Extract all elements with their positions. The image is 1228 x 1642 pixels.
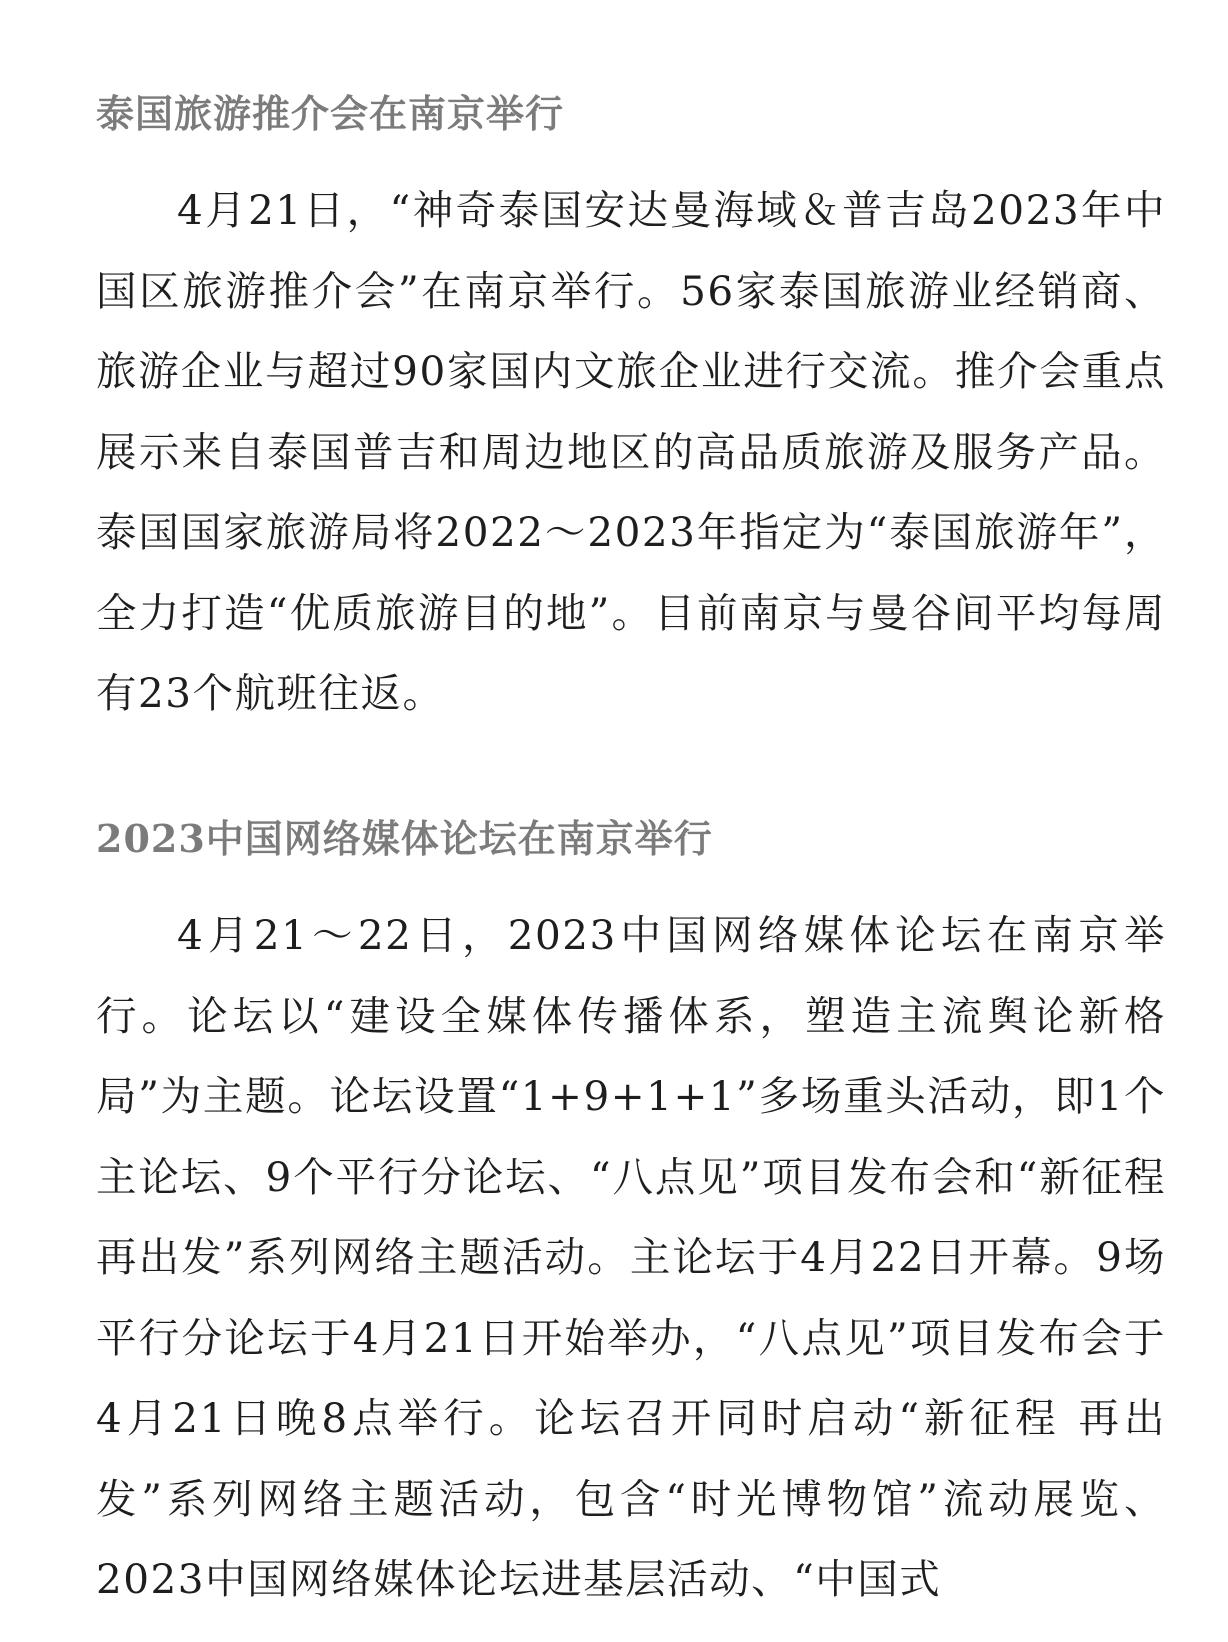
article-title-thailand-tourism: 泰国旅游推介会在南京举行 (96, 91, 565, 136)
article-title-media-forum: 2023中国网络媒体论坛在南京举行 (96, 816, 713, 861)
article-body-media-forum: 4月21～22日，2023中国网络媒体论坛在南京举行。论坛以“建设全媒体传播体系，塑造主流舆论新格局”为主题。论坛设置“1+9+1+1”多场重头活动，即1个主论坛、9个平行分论坛、“八点见”项目发布会和“新征程 再出发”系列网络主题活动。主论坛于4月22日开幕。9场平行分论坛于4月21日开始举办，“八点见”项目发布会于4月21日晚8点举行。论坛召开同时启动“新征程 再出发”系列网络主题活动，包含“时光博物馆”流动展览、2023中国网络媒体论坛进基层活动、“中国式 (96, 911, 1166, 1603)
article-body-thailand-tourism: 4月21日，“神奇泰国安达曼海域＆普吉岛2023年中国区旅游推介会”在南京举行。56家泰国旅游业经销商、旅游企业与超过90家国内文旅企业进行交流。推介会重点展示来自泰国普吉和周边地区的高品质旅游及服务产品。泰国国家旅游局将2022～2023年指定为“泰国旅游年”，全力打造“优质旅游目的地”。目前南京与曼谷间平均每周有23个航班往返。 (96, 186, 1166, 717)
